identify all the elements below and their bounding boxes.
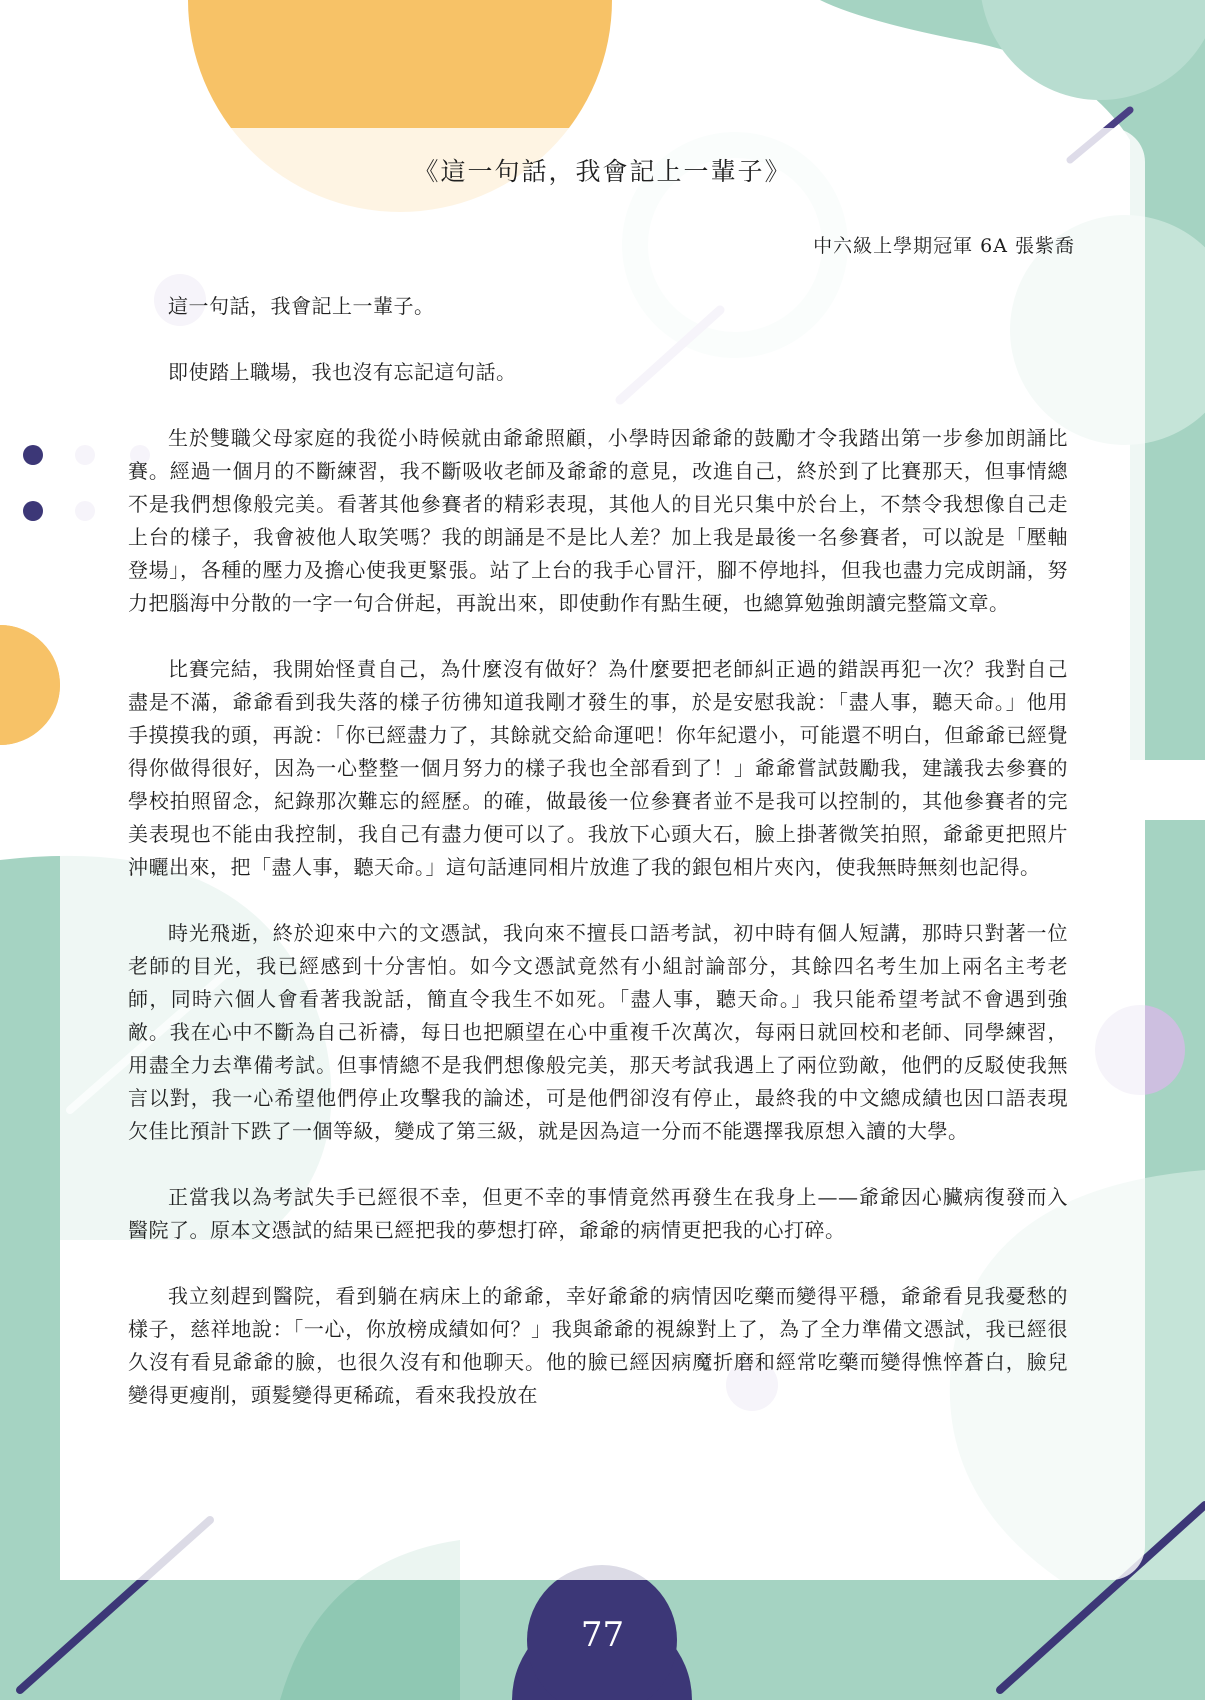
essay-body [128,290,1068,1445]
paragraph: 我立刻趕到醫院，看到躺在病床上的爺爺，幸好爺爺的病情因吃藥而變得平穩，爺爺看見我憂愁的樣子，慈祥地說：「一心，你放榜成績如何？」我與爺爺的視線對上了，為了全力準備文憑試，我已經很久沒有看見爺爺的臉，也很久沒有和他聊天。他的臉已經因病魔折磨和經常吃藥而變得憔悴蒼白，臉兒變得更瘦削，頭髮變得更稀疏，看來我投放在 [128,1284,1068,1407]
author-line: 中六級上學期冠軍 6A 張紫喬 [813,235,1075,257]
paragraph: 正當我以為考試失手已經很不幸，但更不幸的事情竟然再發生在我身上——爺爺因心臟病復發而入醫院了。原本文憑試的結果已經把我的夢想打碎，爺爺的病情更把我的心打碎。 [128,1185,1068,1242]
paragraph: 即使踏上職場，我也沒有忘記這句話。 [168,360,517,384]
paragraph: 這一句話，我會記上一輩子。 [168,294,435,318]
paragraph: 時光飛逝，終於迎來中六的文憑試，我向來不擅長口語考試，初中時有個人短講，那時只對著一位老師的目光，我已經感到十分害怕。如今文憑試竟然有小組討論部分，其餘四名考生加上兩名主考老師，同時六個人會看著我說話，簡直令我生不如死。「盡人事，聽天命。」我只能希望考試不會遇到強敵。我在心中不斷為自己祈禱，每日也把願望在心中重複千次萬次，每兩日就回校和老師、同學練習，用盡全力去準備考試。但事情總不是我們想像般完美，那天考試我遇上了兩位勁敵，他們的反駁使我無言以對，我一心希望他們停止攻擊我的論述，可是他們卻沒有停止，最終我的中文總成績也因口語表現欠佳比預計下跌了一個等級，變成了第三級，就是因為這一分而不能選擇我原想入讀的大學。 [128,921,1068,1143]
paragraph: 比賽完結，我開始怪責自己，為什麼沒有做好？為什麼要把老師糾正過的錯誤再犯一次？我對自己盡是不滿，爺爺看到我失落的樣子彷彿知道我剛才發生的事，於是安慰我說：「盡人事，聽天命。」他用手摸摸我的頭，再說：「你已經盡力了，其餘就交給命運吧！你年紀還小，可能還不明白，但爺爺已經覺得你做得很好，因為一心整整一個月努力的樣子我也全部看到了！」爺爺嘗試鼓勵我，建議我去參賽的學校拍照留念，紀錄那次難忘的經歷。的確，做最後一位參賽者並不是我可以控制的，其他參賽者的完美表現也不能由我控制，我自己有盡力便可以了。我放下心頭大石，臉上掛著微笑拍照，爺爺更把照片沖曬出來，把「盡人事，聽天命。」這句話連同相片放進了我的銀包相片夾內，使我無時無刻也記得。 [128,657,1068,879]
page-number: 77 [580,1615,625,1655]
essay-title: 《這一句話，我會記上一輩子》 [413,157,792,186]
paragraph: 生於雙職父母家庭的我從小時候就由爺爺照顧，小學時因爺爺的鼓勵才令我踏出第一步參加朗誦比賽。經過一個月的不斷練習，我不斷吸收老師及爺爺的意見，改進自己，終於到了比賽那天，但事情總不是我們想像般完美。看著其他參賽者的精彩表現，其他人的目光只集中於台上，不禁令我想像自己走上台的樣子，我會被他人取笑嗎？我的朗誦是不是比人差？加上我是最後一名參賽者，可以說是「壓軸登場」，各種的壓力及擔心使我更緊張。站了上台的我手心冒汗，腳不停地抖，但我也盡力完成朗誦，努力把腦海中分散的一字一句合併起，再說出來，即使動作有點生硬，也總算勉強朗讀完整篇文章。 [128,426,1068,615]
